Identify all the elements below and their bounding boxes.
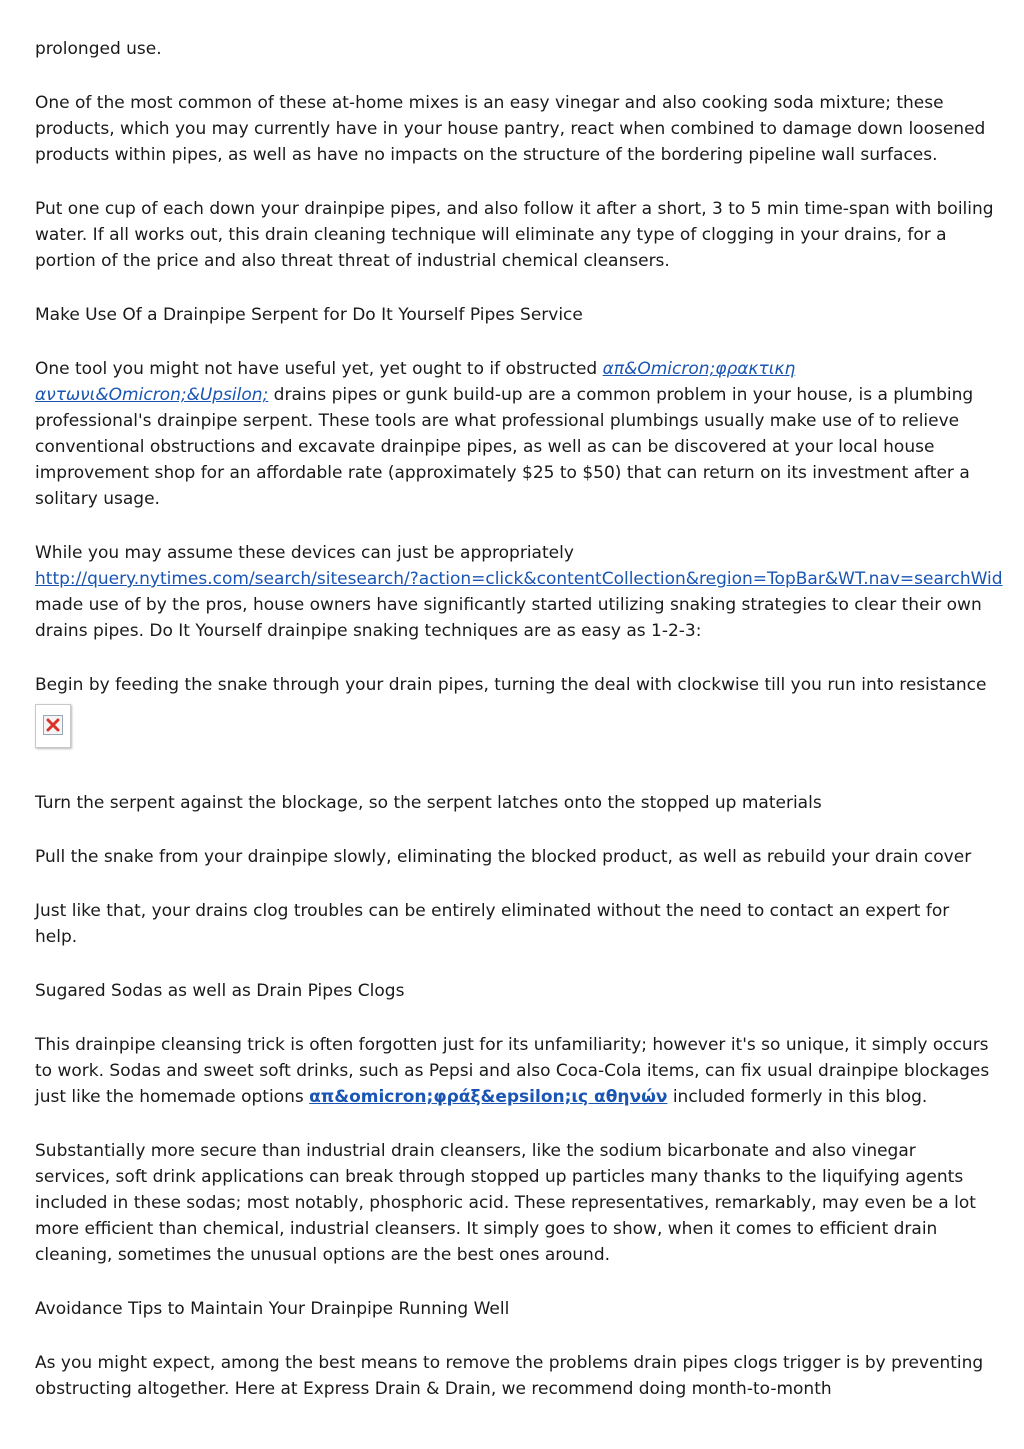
broken-image-glyph bbox=[43, 715, 63, 735]
paragraph-text: One tool you might not have useful yet, yet ought to if obstructed bbox=[35, 359, 603, 379]
article-body bbox=[35, 36, 1003, 1402]
paragraph-phosphoric-acid: Substantially more secure than industrial drain cleansers, like the sodium bicarbonate and also vinegar services, soft drink applications can break through stopped up particles many thanks to the liquifying agents included in these sodas; most notably, phosphoric acid. These representatives, remarkably, may even be a lot more efficient than chemical, industrial cleansers. It simply goes to show, when it comes to efficient drain cleaning, sometimes the unusual options are the best ones around. bbox=[35, 1141, 976, 1265]
paragraph-plumbing-serpent bbox=[35, 356, 995, 512]
paragraph-prevention: As you might expect, among the best means to remove the problems drain pipes clogs trigger is by preventing obstructing altogether. Here at Express Drain & Drain, we recommend doing month-to-month bbox=[35, 1353, 984, 1399]
broken-image-icon bbox=[35, 704, 71, 748]
paragraph-text: This drainpipe cleansing trick is often forgotten just for its unfamiliarity; however it's so unique, it simply occurs to work. Sodas and sweet soft drinks, such as Pepsi and also Coca-Cola items, can fix usual drainpipe blockages just like the homemade options bbox=[35, 1035, 990, 1107]
heading-sugared-sodas: Sugared Sodas as well as Drain Pipes Clogs bbox=[35, 981, 405, 1001]
paragraph-just-like-that: Just like that, your drains clog troubles can be entirely eliminated without the need to contact an expert for help. bbox=[35, 901, 950, 947]
heading-drainpipe-serpent: Make Use Of a Drainpipe Serpent for Do It Yourself Pipes Service bbox=[35, 305, 583, 325]
paragraph-text: made use of by the pros, house owners have significantly started utilizing snaking strategies to clear their own drains pipes. Do It Yourself drainpipe snaking techniques are as easy as 1-2-3: bbox=[35, 595, 982, 641]
paragraph-snaking-techniques bbox=[35, 540, 1003, 644]
paragraph-text: drains pipes or gunk build-up are a common problem in your house, is a plumbing professional's drainpipe serpent. These tools are what professional plumbings usually make use of to relieve conventional obstructions and excavate drainpipe pipes, as well as can be discovered at your local house improvement shop for an affordable rate (approximately $25 to $50) that can return on its investment after a solitary usage. bbox=[35, 385, 974, 509]
greek-link-antoni[interactable]: απ&Omicron;φρακτικη αντωνι&Omicron;&Upsilon; bbox=[35, 359, 796, 405]
paragraph-step-feed-snake: Begin by feeding the snake through your drain pipes, turning the deal with clockwise till you run into resistance bbox=[35, 675, 987, 695]
nytimes-search-link[interactable]: http://query.nytimes.com/search/sitesearch/?action=click&contentCollection&region=TopBar&WT.nav=searchWid bbox=[35, 569, 1003, 589]
greek-link-athens[interactable]: απ&omicron;φράξ&epsilon;ις αθηνών bbox=[309, 1087, 668, 1107]
paragraph-prolonged-use: prolonged use. bbox=[35, 39, 162, 59]
paragraph-boiling-water: Put one cup of each down your drainpipe pipes, and also follow it after a short, 3 to 5 min time-span with boiling water. If all works out, this drain cleaning technique will eliminate any type of clogging in your drains, for a portion of the price and also threat threat of industrial chemical cleansers. bbox=[35, 199, 994, 271]
paragraph-step-latch: Turn the serpent against the blockage, so the serpent latches onto the stopped up materials bbox=[35, 793, 822, 813]
close-x-icon bbox=[46, 718, 60, 732]
paragraph-soda-trick bbox=[35, 1032, 995, 1110]
paragraph-text: included formerly in this blog. bbox=[667, 1087, 928, 1107]
paragraph-vinegar-soda: One of the most common of these at-home mixes is an easy vinegar and also cooking soda mixture; these products, which you may currently have in your house pantry, react when combined to damage down loosened products within pipes, as well as have no impacts on the structure of the bordering pipeline wall surfaces. bbox=[35, 93, 986, 165]
paragraph-step-pull-snake: Pull the snake from your drainpipe slowly, eliminating the blocked product, as well as rebuild your drain cover bbox=[35, 847, 972, 867]
heading-avoidance-tips: Avoidance Tips to Maintain Your Drainpipe Running Well bbox=[35, 1299, 510, 1319]
paragraph-text: While you may assume these devices can just be appropriately bbox=[35, 543, 574, 563]
